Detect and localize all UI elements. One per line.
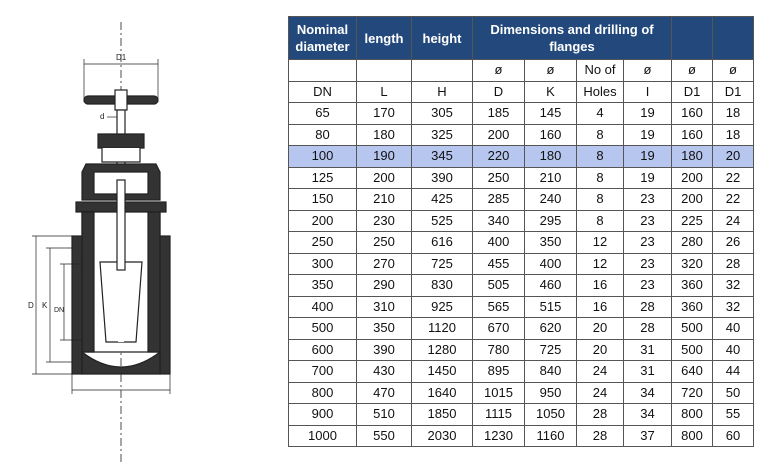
cell-l: 200 (357, 167, 412, 189)
cell-l: 210 (357, 189, 412, 211)
cell-h: 345 (412, 146, 473, 168)
table-row (289, 275, 754, 297)
table-row (289, 232, 754, 254)
cell-k: 515 (525, 296, 577, 318)
table-row (289, 296, 754, 318)
cell-dn: 700 (289, 361, 357, 383)
cell-h: 1280 (412, 339, 473, 361)
header-blank (672, 17, 713, 60)
cell-k: 295 (525, 210, 577, 232)
cell-d: 565 (473, 296, 525, 318)
cell-k: ø (525, 60, 577, 82)
table-row (289, 361, 754, 383)
table-row (289, 189, 754, 211)
cell-h: H (412, 81, 473, 103)
cell-h: 1850 (412, 404, 473, 426)
cell-dn: 800 (289, 382, 357, 404)
cell-d1a: 160 (672, 103, 713, 125)
cell-k: 620 (525, 318, 577, 340)
table-row (289, 103, 754, 125)
cell-d1a: 225 (672, 210, 713, 232)
cell-h (412, 60, 473, 82)
header-length: length (357, 17, 412, 60)
cell-i: 31 (624, 361, 672, 383)
valve-dimensions-table (288, 16, 754, 447)
cell-dn (289, 60, 357, 82)
cell-d1a: 280 (672, 232, 713, 254)
cell-dn: 125 (289, 167, 357, 189)
cell-holes: 8 (577, 167, 624, 189)
cell-d: 670 (473, 318, 525, 340)
cell-h: 2030 (412, 425, 473, 447)
cell-d1b: 32 (713, 275, 754, 297)
cell-holes: 12 (577, 232, 624, 254)
header-nominal-diameter: Nominal diameter (289, 17, 357, 60)
cell-d: 455 (473, 253, 525, 275)
cell-d1b: 22 (713, 189, 754, 211)
cell-h: 425 (412, 189, 473, 211)
cell-d1a: ø (672, 60, 713, 82)
cell-holes: 8 (577, 210, 624, 232)
cell-dn: 1000 (289, 425, 357, 447)
cell-l: 430 (357, 361, 412, 383)
cell-l: 290 (357, 275, 412, 297)
cell-h: 305 (412, 103, 473, 125)
cell-d1a: 200 (672, 167, 713, 189)
cell-d: 200 (473, 124, 525, 146)
cell-d1b: 28 (713, 253, 754, 275)
cell-holes: 28 (577, 404, 624, 426)
cell-holes: 28 (577, 425, 624, 447)
cell-l: 550 (357, 425, 412, 447)
table-row (289, 318, 754, 340)
cell-dn: 600 (289, 339, 357, 361)
cell-l: 510 (357, 404, 412, 426)
cell-i: 34 (624, 382, 672, 404)
cell-dn: 100 (289, 146, 357, 168)
cell-d1a: 500 (672, 318, 713, 340)
cell-i: 19 (624, 167, 672, 189)
cell-holes: Holes (577, 81, 624, 103)
cell-i: 19 (624, 146, 672, 168)
cell-d1a: 180 (672, 146, 713, 168)
table-row (289, 167, 754, 189)
table-row (289, 404, 754, 426)
table-row (289, 210, 754, 232)
cell-dn: 500 (289, 318, 357, 340)
cell-holes: 16 (577, 275, 624, 297)
cell-dn: 65 (289, 103, 357, 125)
table-row (289, 146, 754, 168)
cell-dn: 300 (289, 253, 357, 275)
cell-d1b: 44 (713, 361, 754, 383)
cell-d: 220 (473, 146, 525, 168)
cell-d1a: 360 (672, 275, 713, 297)
table-row (289, 425, 754, 447)
cell-d1a: 160 (672, 124, 713, 146)
label-d: d (100, 112, 105, 121)
cell-k: K (525, 81, 577, 103)
cell-i: 23 (624, 232, 672, 254)
table-row (289, 253, 754, 275)
cell-d1b: 40 (713, 339, 754, 361)
cell-dn: 250 (289, 232, 357, 254)
cell-k: 210 (525, 167, 577, 189)
cell-h: 325 (412, 124, 473, 146)
cell-h: 1640 (412, 382, 473, 404)
cell-d1b: 26 (713, 232, 754, 254)
cell-d1b: 50 (713, 382, 754, 404)
cell-k: 400 (525, 253, 577, 275)
cell-l: 190 (357, 146, 412, 168)
cell-h: 925 (412, 296, 473, 318)
cell-k: 460 (525, 275, 577, 297)
cell-k: 840 (525, 361, 577, 383)
label-dn: DN (54, 307, 65, 314)
cell-d1b: D1 (713, 81, 754, 103)
table-row (289, 382, 754, 404)
cell-d: 780 (473, 339, 525, 361)
cell-l: L (357, 81, 412, 103)
cell-k: 1050 (525, 404, 577, 426)
cell-k: 180 (525, 146, 577, 168)
cell-d1a: D1 (672, 81, 713, 103)
cell-dn: DN (289, 81, 357, 103)
cell-holes: 20 (577, 318, 624, 340)
cell-i: 19 (624, 124, 672, 146)
cell-d: 400 (473, 232, 525, 254)
cell-holes: 8 (577, 146, 624, 168)
cell-d1b: 22 (713, 167, 754, 189)
label-flange-d: D (28, 301, 34, 310)
cell-l: 390 (357, 339, 412, 361)
cell-l: 270 (357, 253, 412, 275)
cell-d: 285 (473, 189, 525, 211)
cell-dn: 900 (289, 404, 357, 426)
cell-h: 525 (412, 210, 473, 232)
cell-h: 1120 (412, 318, 473, 340)
cell-d1b: 18 (713, 124, 754, 146)
header-blank (713, 17, 754, 60)
cell-k: 725 (525, 339, 577, 361)
unit-row (289, 81, 754, 103)
cell-d: D (473, 81, 525, 103)
cell-i: I (624, 81, 672, 103)
cell-d1b: 40 (713, 318, 754, 340)
cell-d1a: 800 (672, 404, 713, 426)
cell-d1a: 800 (672, 425, 713, 447)
table-row (289, 124, 754, 146)
cell-d: 185 (473, 103, 525, 125)
cell-i: 34 (624, 404, 672, 426)
cell-l: 350 (357, 318, 412, 340)
cell-l: 180 (357, 124, 412, 146)
cell-k: 950 (525, 382, 577, 404)
cell-d: 895 (473, 361, 525, 383)
cell-d1b: 24 (713, 210, 754, 232)
cell-l: 170 (357, 103, 412, 125)
cell-l: 310 (357, 296, 412, 318)
table-row (289, 339, 754, 361)
cell-d1b: 32 (713, 296, 754, 318)
gate-valve-drawing (20, 22, 240, 462)
cell-d: 1115 (473, 404, 525, 426)
cell-k: 1160 (525, 425, 577, 447)
cell-holes: 20 (577, 339, 624, 361)
cell-k: 160 (525, 124, 577, 146)
cell-dn: 200 (289, 210, 357, 232)
cell-h: 830 (412, 275, 473, 297)
cell-holes: 8 (577, 124, 624, 146)
cell-k: 240 (525, 189, 577, 211)
cell-h: 390 (412, 167, 473, 189)
cell-i: ø (624, 60, 672, 82)
cell-d: 250 (473, 167, 525, 189)
cell-k: 350 (525, 232, 577, 254)
cell-k: 145 (525, 103, 577, 125)
cell-d: 1230 (473, 425, 525, 447)
cell-l: 250 (357, 232, 412, 254)
cell-d1a: 360 (672, 296, 713, 318)
cell-d1a: 200 (672, 189, 713, 211)
cell-i: 23 (624, 210, 672, 232)
cell-dn: 150 (289, 189, 357, 211)
cell-dn: 350 (289, 275, 357, 297)
cell-holes: 4 (577, 103, 624, 125)
cell-i: 23 (624, 189, 672, 211)
symbol-row (289, 60, 754, 82)
cell-i: 31 (624, 339, 672, 361)
cell-i: 23 (624, 253, 672, 275)
cell-h: 616 (412, 232, 473, 254)
cell-l: 470 (357, 382, 412, 404)
cell-d1b: 60 (713, 425, 754, 447)
cell-d1b: 18 (713, 103, 754, 125)
cell-i: 28 (624, 296, 672, 318)
cell-d1b: ø (713, 60, 754, 82)
cell-d: 505 (473, 275, 525, 297)
label-d1: D1 (116, 53, 127, 62)
cell-l (357, 60, 412, 82)
cell-holes: 24 (577, 361, 624, 383)
label-k: K (42, 301, 48, 310)
cell-i: 19 (624, 103, 672, 125)
cell-dn: 80 (289, 124, 357, 146)
cell-d: 340 (473, 210, 525, 232)
header-flange-dimensions: Dimensions and drilling of flanges (473, 17, 672, 60)
cell-d1b: 20 (713, 146, 754, 168)
cell-d1b: 55 (713, 404, 754, 426)
cell-holes: 12 (577, 253, 624, 275)
cell-d1a: 320 (672, 253, 713, 275)
cell-d1a: 640 (672, 361, 713, 383)
header-row (289, 17, 754, 60)
header-height: height (412, 17, 473, 60)
cell-h: 1450 (412, 361, 473, 383)
cell-dn: 400 (289, 296, 357, 318)
cell-i: 28 (624, 318, 672, 340)
cell-i: 23 (624, 275, 672, 297)
cell-d1a: 500 (672, 339, 713, 361)
cell-d: ø (473, 60, 525, 82)
cell-holes: 8 (577, 189, 624, 211)
cell-holes: 16 (577, 296, 624, 318)
cell-l: 230 (357, 210, 412, 232)
cell-d1a: 720 (672, 382, 713, 404)
cell-h: 725 (412, 253, 473, 275)
cell-d: 1015 (473, 382, 525, 404)
cell-holes: 24 (577, 382, 624, 404)
cell-holes: No of (577, 60, 624, 82)
cell-i: 37 (624, 425, 672, 447)
